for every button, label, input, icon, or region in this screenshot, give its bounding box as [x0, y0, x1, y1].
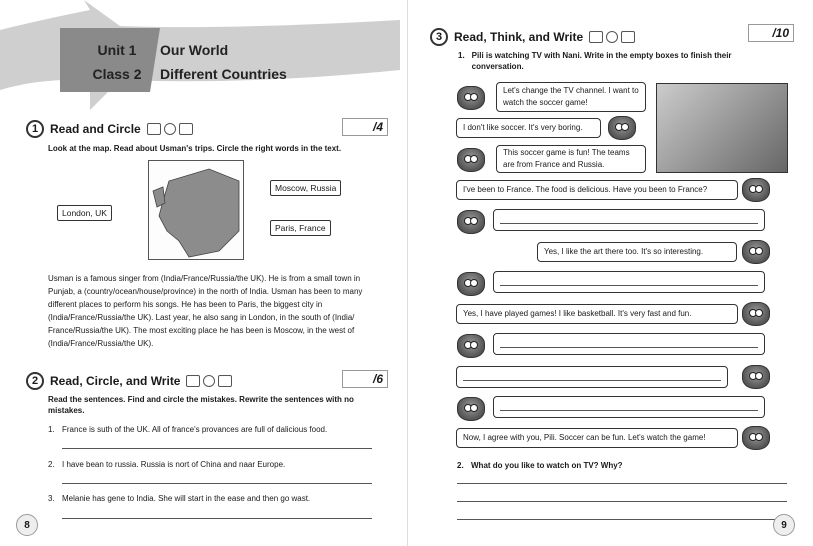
book-icon [589, 31, 603, 43]
dialogue-line: Yes, I have played games! I like basketball. It's very fast and fun. [456, 304, 738, 324]
nani-avatar [742, 365, 770, 389]
section2-header [26, 372, 232, 390]
left-page [0, 0, 406, 546]
circle-icon [164, 123, 176, 135]
nani-avatar [742, 178, 770, 202]
dialogue-line: I don't like soccer. It's very boring. [456, 118, 601, 138]
map-label-moscow: Moscow, Russia [270, 180, 341, 196]
exercise-item [48, 425, 388, 434]
answer-line[interactable] [62, 448, 372, 449]
nani-avatar [742, 302, 770, 326]
question-number: 1. [458, 51, 465, 60]
section-title: Read, Circle, and Write [50, 374, 181, 388]
unit-label: Unit 1 [97, 42, 137, 58]
lesson-title-line1: Our World [160, 42, 229, 58]
answer-line[interactable] [457, 483, 787, 484]
answer-bubble[interactable] [493, 271, 765, 293]
map-label-london: London, UK [57, 205, 112, 221]
pili-avatar [457, 272, 485, 296]
europe-map [148, 160, 244, 260]
item-text: Melanie has gene to India. She will start in the ease and then go wast. [62, 494, 311, 503]
question-text: What do you like to watch on TV? Why? [471, 461, 623, 470]
pencil-icon [179, 123, 193, 135]
question-text: Pili is watching TV with Nani. Write in the empty boxes to finish their conversation. [471, 51, 732, 71]
answer-bubble[interactable] [493, 333, 765, 355]
question-1 [458, 50, 778, 72]
nani-avatar [608, 116, 636, 140]
tv-scene-image [656, 83, 788, 173]
pencil-icon [621, 31, 635, 43]
section-number: 1 [26, 120, 44, 138]
book-icon [147, 123, 161, 135]
circle-icon [203, 375, 215, 387]
nani-avatar [742, 240, 770, 264]
book-icon [186, 375, 200, 387]
lesson-title-line2: Different Countries [160, 66, 287, 82]
pili-avatar [457, 334, 485, 358]
answer-bubble[interactable] [493, 396, 765, 418]
section-title: Read, Think, and Write [454, 30, 584, 44]
unit-class-title [82, 38, 152, 86]
instruction: Look at the map. Read about Usman's trips. Circle the right words in the text. [48, 144, 342, 153]
score-box: /4 [342, 118, 388, 136]
dialogue-line: This soccer game is fun! The teams are from France and Russia. [496, 145, 646, 173]
passage: Usman is a famous singer from (India/France/Russia/the UK). He is from a small town in Punjab, a (country/ocean/house/province) in the north of India. Usman has been to many different places to perform his songs. He has been to Paris, the biggest city in (India/France/Russia/the UK). Last year, he also sang in London, in the south of (India/ France/Russia/the UK). The most exciting place he has been is Moscow, in the west of (India/France/Russia/the UK). [48, 274, 363, 348]
map-image [149, 161, 243, 259]
item-text: I have bean to russia. Russia is nort of China and naar Europe. [62, 460, 286, 469]
pili-avatar [457, 86, 485, 110]
page-number: 9 [773, 514, 795, 536]
answer-bubble[interactable] [456, 366, 728, 388]
dialogue-line: I've been to France. The food is delicious. Have you been to France? [456, 180, 738, 200]
pili-avatar [457, 148, 485, 172]
section-number: 3 [430, 28, 448, 46]
pili-avatar [457, 397, 485, 421]
answer-bubble[interactable] [493, 209, 765, 231]
answer-line[interactable] [457, 501, 787, 502]
map-label-paris: Paris, France [270, 220, 331, 236]
answer-line[interactable] [457, 519, 775, 520]
pili-avatar [457, 210, 485, 234]
item-number: 1. [48, 425, 55, 434]
section-title: Read and Circle [50, 122, 141, 136]
item-number: 2. [48, 460, 55, 469]
lesson-title [160, 38, 287, 86]
dialogue-line: Let's change the TV channel. I want to watch the soccer game! [496, 82, 646, 112]
exercise-item [48, 494, 388, 503]
item-number: 3. [48, 494, 55, 503]
answer-line[interactable] [62, 483, 372, 484]
question-2 [457, 460, 757, 471]
section-icons [186, 375, 232, 387]
class-label: Class 2 [92, 66, 142, 82]
exercise-item [48, 460, 388, 469]
nani-avatar [742, 426, 770, 450]
item-text: France is suth of the UK. All of france's provances are full of dalicious food. [62, 425, 328, 434]
answer-line[interactable] [62, 518, 372, 519]
score-box: /6 [342, 370, 388, 388]
section1-header [26, 120, 193, 138]
page-number: 8 [16, 514, 38, 536]
speech-icon [606, 31, 618, 43]
section-icons [589, 31, 635, 43]
section3-header [430, 28, 635, 46]
section-icons [147, 123, 193, 135]
question-number: 2. [457, 461, 464, 470]
section-number: 2 [26, 372, 44, 390]
instruction: Read the sentences. Find and circle the mistakes. Rewrite the sentences with no mistakes. [48, 395, 354, 415]
dialogue-line: Now, I agree with you, Pili. Soccer can be fun. Let's watch the game! [456, 428, 738, 448]
score-box: /10 [748, 24, 794, 42]
dialogue-line: Yes, I like the art there too. It's so interesting. [537, 242, 737, 262]
pencil-icon [218, 375, 232, 387]
